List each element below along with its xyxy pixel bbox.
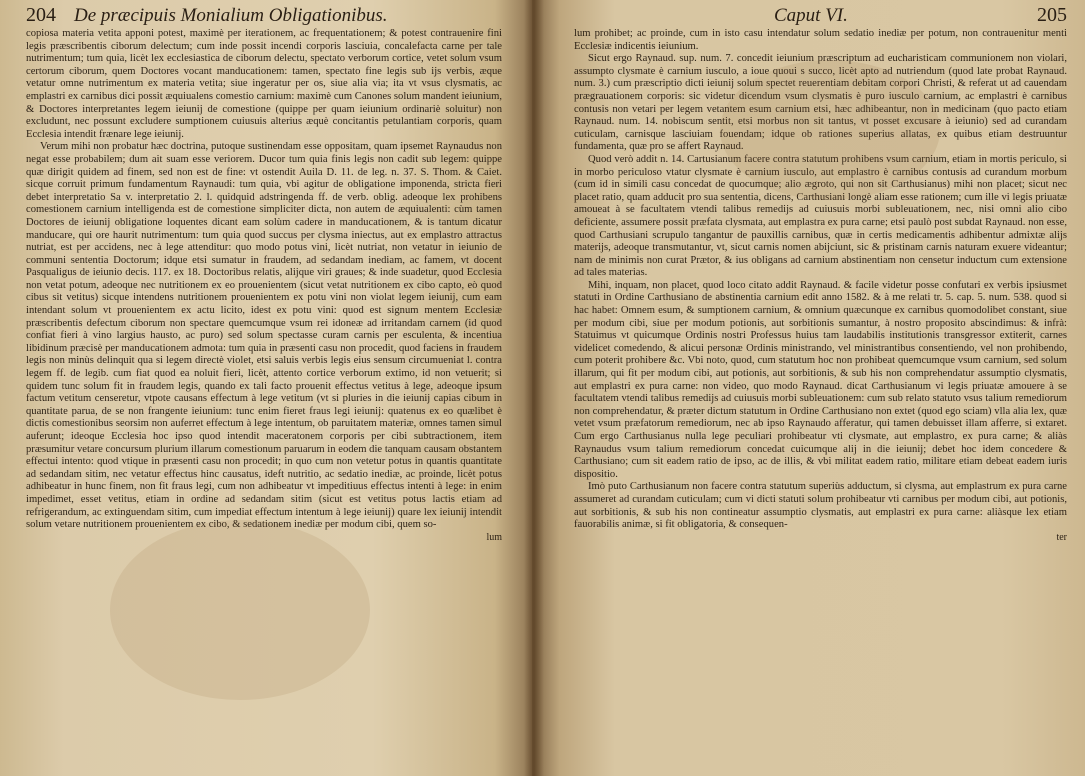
right-running-head [574, 4, 1067, 28]
left-page [0, 0, 532, 776]
left-body-text [26, 28, 502, 532]
right-paragraph-1: lum prohibet; ac proinde, cum in isto casu intendatur solum sedatio inediæ per potum, non contrauenitur menti Ecclesiæ indicentis ieiunium. [574, 28, 1067, 52]
catchword-right: ter [1056, 531, 1067, 543]
right-paragraph-4: Mihi, inquam, non placet, quod loco citato addit Raynaud. & facile videtur posse confutari ex verbis ipsiusmet statuti in Ordine Carthusiano de abstinentia carnium edit anno 1582. & à me relati tr. 5. cap. 5. num. 538. quod si hac habet: Omnem esum, & sumptionem carnium, & omnium quæcunque ex carnibus quomodolibet constant, siue per modum cibi, siue per modum potionis, aut sorbitionis sumantur, à nostro proposito abscindimus: & infrà: Statuimus vt quicumque Ordinis nostri Professus huius tam laudabilis institutionis transgressor extiterit, carnes videlicet comedendo, & alicui personæ Ordinis ministrando, vel ministrantibus consentiendo, vel non prohibendo, cum poterit prohibere &c. Vbi noto, quod, cum statutum hoc non prohibeat quemcumque vsum carnium, sed solum illarum, qui fit per modum cibi, aut potionis, aut sorbitionis, & sub his non comprehendatur assumptio clysmatis, aut emplastri ex pura carne: non video, quo modo Raynaud. dicat Carthusianum vi legis priuatæ amouere à se facultatem vtendi talibus remedijs ad cuiusuis morbi subleuationem: cum sub relato statuto vsus talium remediorum non comprehendatur, & præter dictum statutum in Ordine Carthusiano non extet (quod ego sciam) vlla alia lex, quæ vetet vsum præfatorum remediorum, nec ab ipso Raynaudo afferatur, qui tamen debuisset illam afferre, si extaret. Cum ergo Carthusianus nulla lege peculiari prohibeatur vti clysmate, aut emplastro, ex pura carne; & aliàs Raynaudus vsum talium remediorum concedat cuicumque alij in die ieiunij; debet hoc idem concedere & Carthusiano; cum sit eadem ratio de ipso, ac de illis, & vbi militat eadem ratio, militare etiam debeat eadem iuris dispositio. [574, 279, 1067, 480]
left-running-head [26, 4, 502, 28]
left-paragraph-1: copiosa materia vetita apponi potest, maximè per iterationem, ac frequentationem; & potest contrauenire fini legis præscribentis ciborum delectum; cum inde possit incendi corporis lasciuia, concalefacta carne per tale nutrimentum; tum quia, licèt lex ecclesiastica de ciborum delectu, spectato verborum cortice, vetet solum vsum certorum ciborum, quem Doctores vocant manducationem: tamen, spectato fine legis sub ijs verbis, æque vetatur omne nutrimentum ex materia vetita; siue ingeratur per os, siue alia via; ita vt vsus clysmatis, ac emplastri ex carnibus dici possit æquiualens comestio carnium: maximè cum Canones solum mandent ieiunium, & Doctores interpretantes legem ieiunij de comestione (quippe per quam ieiunium ordinariè soluitur) non excludunt, nec possunt excludere sumptionem cuiusuis alterius æquè concitantis petulantiam corporis, quam Ecclesia intendit frænare lege ieiunij. [26, 28, 502, 140]
running-title-left: De præcipuis Monialium Obligationibus. [74, 5, 388, 26]
left-paragraph-2: Verum mihi non probatur hæc doctrina, putoque sustinendam esse oppositam, quam ipsemet Raynaudus non negat esse probabilem; dum ait suam esse veriorem. Ducor tum quia finis legis non cadit sub legem: quippe quæ dirigit quidem ad finem, sed non est de fine: vt ostendit Auila D. 11. de leg. n. 37. S. Thom. & Caiet. sicque corruit primum fundamentum Raynaudi: tum quia, vbi agitur de obligatione imponenda, stricta fieri debet interpretatio Sa v. interpretatio 2. l. quidquid adstringenda ff. de verb. oblig. adeoque lex prohibens comestionem carnium intelligenda est de comestione simpliciter dicta, non autem de æquiualenti: cùm tamen Doctores de ieiunij obligatione loquentes dicant eam solùm cadere in manducationem, & is tantum dicatur manducare, qui ore haurit nutrimentum: tum quia quod succus per clysma iniectus, aut ex emplastro attractus nutriat, est per accidens, nec à lege attenditur: quo modo potus vini, licèt nutriat, non vetatur in ieiunio de communi sententia Doctorum; idque etsi sumatur in fraudem, ad sedandam inediam, ac famem, vt docent Pasqualigus de ieiunio decis. 117. ex 18. Doctoribus relatis, alijque viri graues; & inde suadetur, quod Ecclesia non vetat potum, adeoque nec nutritionem ex eo prouenientem (sicut vetat nutritionem ex cibo capto, eò quod cibus sit vetitus) sicque intendens nutritionem prouenientem ex potu vini non violat legem ieiunij, cum eam intendant solum vt prouenientem ex actu licito, idest ex potu vini: quod est signum mentem Ecclesiæ præscribentis defectum ciborum non spectare quemcumque vsum rei idoneæ ad irritandam carnem (id quod confiat fieri à vino largius hausto, ac puro) sed solum spectasse curam carnis per esculenta, & incentiua libidinum præcisè per manducationem admota: tum quia in præsenti casu non procedit, quod faciens in fraudem legis non minùs delinquit qua si legem directè violet, etsi saluis verbis legis eius sensum circumueniat l. contra legem ff. de legib. cum fiat quod ea noluit fieri, licèt, attento cortice verborum extimo, id non vetuerit; si quidem tunc solum fit in fraudem legis, quando ex tali facto prouenit effectus vetitus à lege, adeoque ipsum factum vetitum censeretur, vtpote causans effectum à lege vetitum (vt si pluries in die ieiunij capias cibum in quantitate parua, de se non frangente ieiunium: tunc enim fieret fraus legi ieiunij: quatenus ex eo quælibet è dictis comestionibus seorsim non auferret effectum à lege intentum, ob paruitatem materiæ, omnes tamen simul auferunt; ideoque Ecclesia hoc ipso quod intendit maceratonem corporis per cibi subtractionem, item præsumitur vetare concursum plurium illarum comestionum paruarum in eodem die tanquam causam obstantem effectui intento: quod vtique in præsenti casu non procedit; in quo cum non vetetur potus in quantis quantitate ad sedandam sitim, nec vetatur effectus hinc causatus, ideft nutritio, ac sedatio inediæ, ac proinde, licèt potus adhibeatur in hunc finem, non fit fraus legi, cum non adhibeatur vt impeditiuus effectus intenti à lege: in enim impedimet, esset vetitus, etiam in ordine ad sedandam sitim (sicut est vetitus potus lactis etiam ad refrigerandum, ac extinguendam sitim, cum impediat effectum intentum à lege ieiunij) quare lex ieiunij intendit solum vetare nutritionem prouenientem ex cibo, & sedationem inediæ per modum cibi, quem so- [26, 141, 502, 531]
right-paragraph-2: Sicut ergo Raynaud. sup. num. 7. concedit ieiunium præscriptum ad eucharisticam communionem non violari, assumpto clysmate è carnium iusculo, a ioue quoui s succo, licèt apto ad nutriendum (quod late probat Raynaud. num. 3.) cum præscriptio dicti ieiunij solum spectet reuerentiam debitam corpori Christi, & referat ut ad cauendam prægrauationem corporis: sic videtur dicendum vsum clysmatis è puro iusculo carnium, ac emplastri è carnibus contusis non vetari per legem vetantem esum carnium etsi, hæc adhibeantur, non in medicinam (quo pacto etiam Raynaud. num. 14. nobiscum sentit, etsi morbus non sit tantus, vt posset excusare à ieiunio) sed ad curandam cuticulam, carnisque lasciuiam fouendam; idque ob rationes superius allatas, ex quibus etiam destruuntur fundamenta, quæ pro se affert Raynaud. [574, 53, 1067, 153]
right-page [532, 0, 1085, 776]
catchword-left: lum [486, 531, 502, 543]
right-paragraph-3: Quod verò addit n. 14. Cartusianum facere contra statutum prohibens vsum carnium, etiam in mortis periculo, si in morbo periculoso vtatur clysmate è carnium iusculo, aut emplastro è carnibus contusis ad curandum morbum (cum id in simili casu concedat de quocumque; alio ægroto, qui non sit Carthusianus) mihi non placet; sicut nec placet ratio, quam adducit pro sua sententia, dicens, Carthusiani longè aliam esse rationem; cum ille vi legis priuatæ amoueat à se facultatem vtendi talibus remedijs ad cuiusuis morbi subleuationem, nec, nisi omni alio cibo deficiente, assumere possit præfata clysmata, aut emplastra ex pura carne; etsi paulò post subdat Raynaud. non esse, quod Carthusiani scrupulo tangantur de pauxillis carnibus, quæ in certis medicamentis adhibentur admixtæ alijs materijs, adeoque transmutantur, vt, sicut carnis nomen abijciunt, sic & pristinam carnis naturam exuere videantur; nam de minimis non curat Prætor, & ius obligans ad carnium abstinentiam non censetur inductum cum extensione ad tales materias. [574, 153, 1067, 279]
right-paragraph-5: Imò puto Carthusianum non facere contra statutum superiùs adductum, si clysma, aut emplastrum ex pura carne assumeret ad curandam cuticulam; cum vi dicti statuti solum prohibeatur vti carnibus per modum cibi, aut potionis, aut sorbitionis, & sub his non contineatur assumptio clysmatis, aut emplastri ex pura carne: aliàsque lex etiam fauorabilis animæ, si fit obligatoria, & consequen- [574, 481, 1067, 531]
running-title-right: Caput VI. [774, 5, 848, 26]
page-number-right: 205 [1037, 4, 1067, 26]
page-number-left: 204 [26, 4, 56, 26]
right-body-text [574, 28, 1067, 532]
